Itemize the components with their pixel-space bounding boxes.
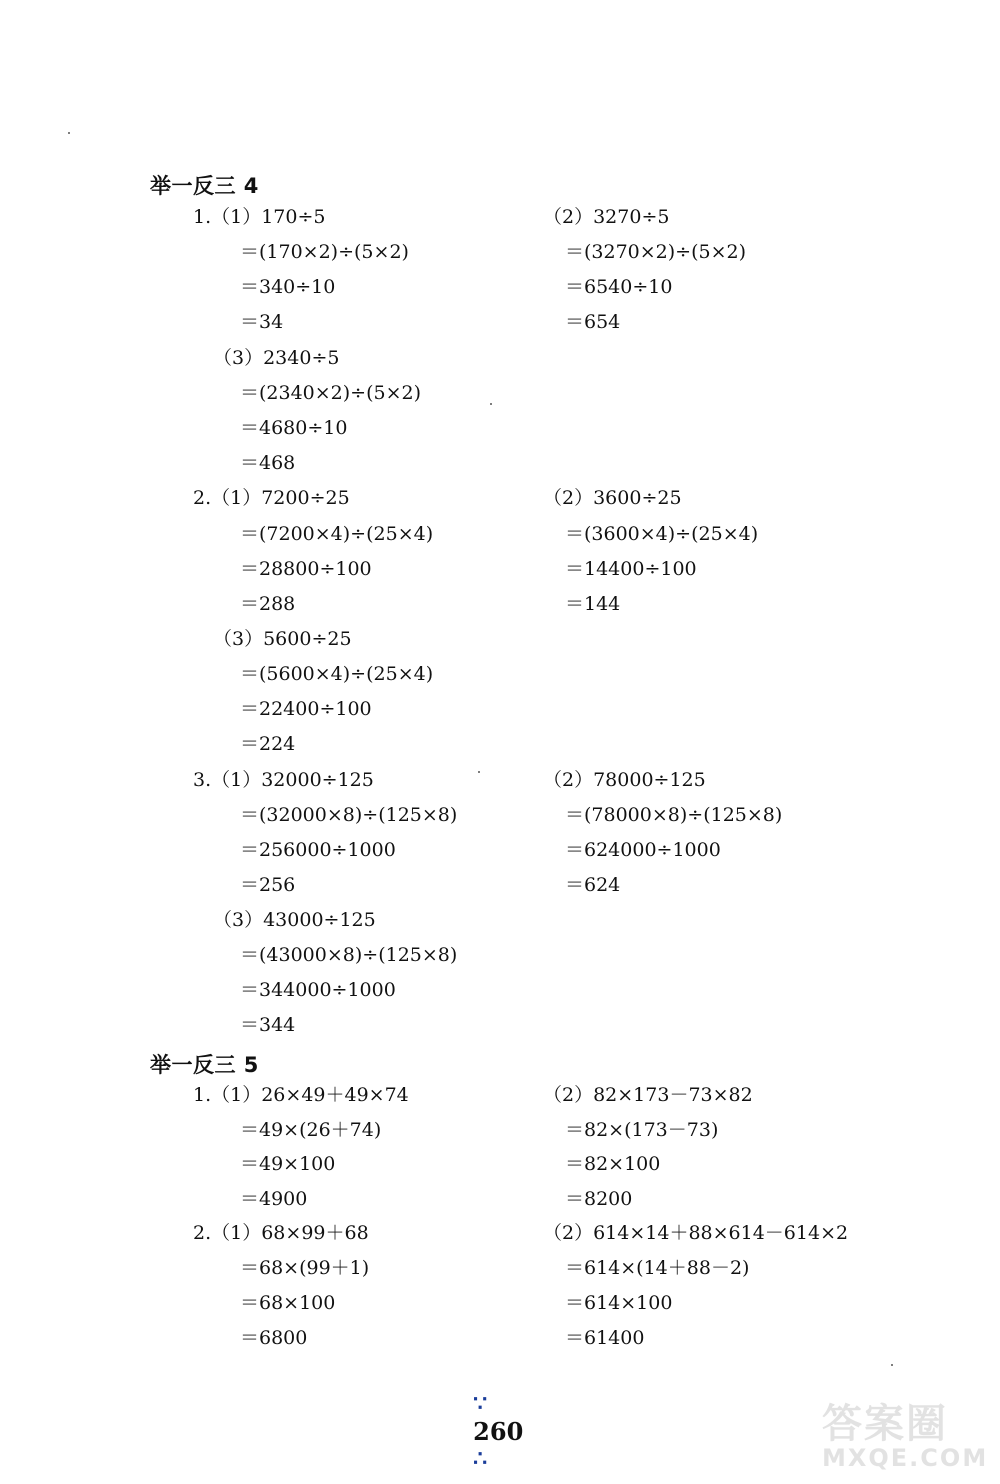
step-line: ＝(3600×4)÷(25×4) bbox=[565, 523, 759, 545]
problem-line: （3）5600÷25 bbox=[213, 628, 352, 650]
problem-line: （2）78000÷125 bbox=[543, 769, 706, 791]
scan-speck bbox=[891, 1364, 893, 1366]
step-line: ＝28800÷100 bbox=[240, 558, 372, 580]
problem-line: （3）43000÷125 bbox=[213, 909, 376, 931]
problem-line: （2）3270÷5 bbox=[543, 206, 670, 228]
step-line: ＝(78000×8)÷(125×8) bbox=[565, 804, 783, 826]
answer-line: ＝6800 bbox=[240, 1327, 308, 1349]
answer-line: ＝4900 bbox=[240, 1188, 308, 1210]
answer-line: ＝34 bbox=[240, 311, 284, 333]
answer-line: ＝144 bbox=[565, 593, 621, 615]
answer-line: ＝256 bbox=[240, 874, 296, 896]
section-heading: 举一反三 4 bbox=[150, 174, 259, 198]
scan-speck bbox=[68, 132, 70, 134]
problem-line: （2）3600÷25 bbox=[543, 487, 682, 509]
footer-dots-right: ∴ bbox=[473, 1446, 488, 1472]
step-line: ＝344000÷1000 bbox=[240, 979, 396, 1001]
problem-line: 2.（1）68×99＋68 bbox=[193, 1222, 369, 1244]
problem-line: 1.（1）26×49＋49×74 bbox=[193, 1084, 409, 1106]
step-line: ＝614×(14＋88－2) bbox=[565, 1257, 750, 1279]
step-line: ＝(32000×8)÷(125×8) bbox=[240, 804, 458, 826]
step-line: ＝68×(99＋1) bbox=[240, 1257, 370, 1279]
problem-line: 1.（1）170÷5 bbox=[193, 206, 326, 228]
section-heading: 举一反三 5 bbox=[150, 1053, 259, 1077]
page-number: 260 bbox=[473, 1417, 524, 1446]
watermark-url: MXQE.COM bbox=[822, 1444, 989, 1472]
problem-line: （2）82×173－73×82 bbox=[543, 1084, 753, 1106]
problem-line: （2）614×14＋88×614－614×2 bbox=[543, 1222, 849, 1244]
problem-line: 3.（1）32000÷125 bbox=[193, 769, 374, 791]
footer-dots-left: ∵ bbox=[473, 1391, 488, 1417]
watermark-logo: 答案圈 bbox=[822, 1401, 948, 1447]
step-line: ＝340÷10 bbox=[240, 276, 336, 298]
scan-speck bbox=[490, 403, 492, 405]
scan-speck bbox=[478, 771, 480, 773]
step-line: ＝49×(26＋74) bbox=[240, 1119, 382, 1141]
step-line: ＝49×100 bbox=[240, 1153, 336, 1175]
answer-line: ＝224 bbox=[240, 733, 296, 755]
step-line: ＝22400÷100 bbox=[240, 698, 372, 720]
step-line: ＝4680÷10 bbox=[240, 417, 348, 439]
step-line: ＝(3270×2)÷(5×2) bbox=[565, 241, 747, 263]
step-line: ＝82×(173－73) bbox=[565, 1119, 719, 1141]
answer-line: ＝624 bbox=[565, 874, 621, 896]
step-line: ＝14400÷100 bbox=[565, 558, 697, 580]
answer-line: ＝468 bbox=[240, 452, 296, 474]
answer-line: ＝61400 bbox=[565, 1327, 645, 1349]
answer-line: ＝654 bbox=[565, 311, 621, 333]
step-line: ＝(43000×8)÷(125×8) bbox=[240, 944, 458, 966]
step-line: ＝(2340×2)÷(5×2) bbox=[240, 382, 422, 404]
step-line: ＝256000÷1000 bbox=[240, 839, 396, 861]
problem-line: （3）2340÷5 bbox=[213, 347, 340, 369]
step-line: ＝(7200×4)÷(25×4) bbox=[240, 523, 434, 545]
step-line: ＝(5600×4)÷(25×4) bbox=[240, 663, 434, 685]
step-line: ＝82×100 bbox=[565, 1153, 661, 1175]
problem-line: 2.（1）7200÷25 bbox=[193, 487, 350, 509]
step-line: ＝624000÷1000 bbox=[565, 839, 721, 861]
answer-line: ＝344 bbox=[240, 1014, 296, 1036]
step-line: ＝(170×2)÷(5×2) bbox=[240, 241, 409, 263]
step-line: ＝68×100 bbox=[240, 1292, 336, 1314]
step-line: ＝6540÷10 bbox=[565, 276, 673, 298]
step-line: ＝614×100 bbox=[565, 1292, 673, 1314]
answer-line: ＝288 bbox=[240, 593, 296, 615]
answer-line: ＝8200 bbox=[565, 1188, 633, 1210]
page-footer bbox=[463, 1372, 523, 1472]
